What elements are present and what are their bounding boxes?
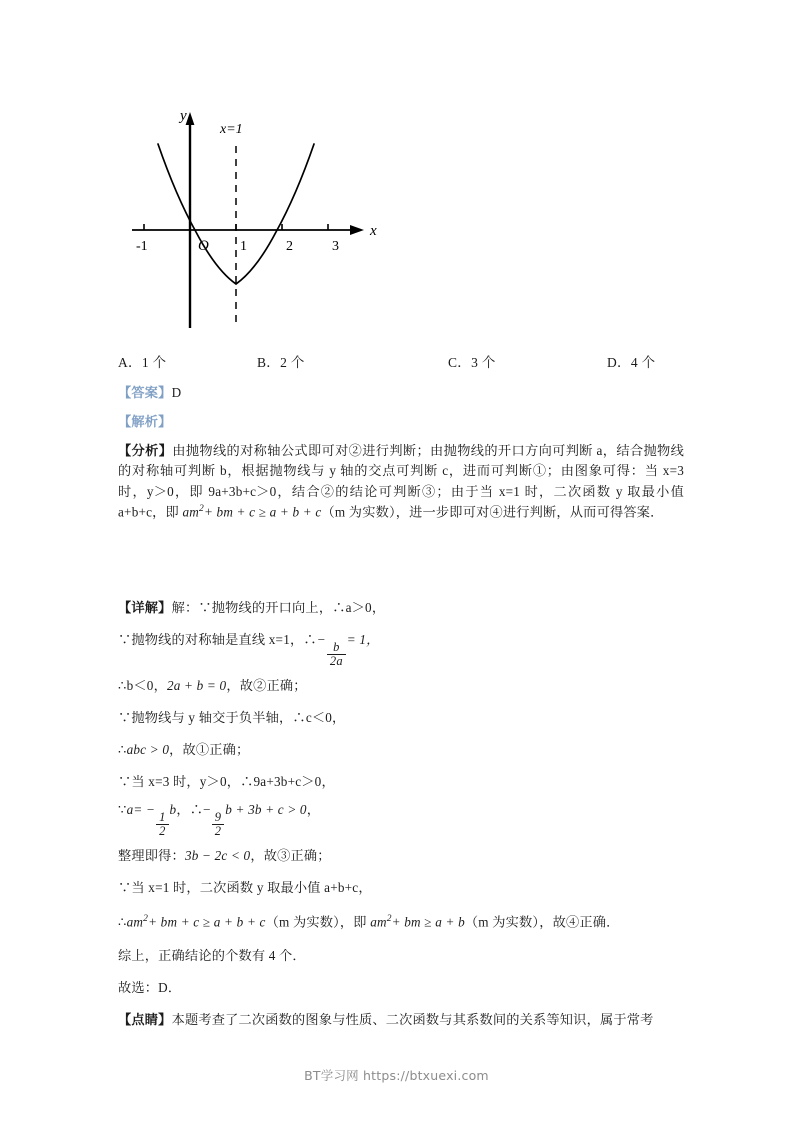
detail-text-11: 综上，正确结论的个数有 4 个． — [118, 948, 306, 963]
detail-text-10a: ∴ — [118, 914, 127, 930]
detail-text-5a: ∴ — [118, 742, 127, 757]
answer-line — [118, 383, 684, 403]
analysis-heading — [118, 412, 684, 432]
detail-formula-10-exponent: 2 — [143, 914, 149, 924]
detail-formula-3: 2a + b = 0 — [166, 678, 227, 693]
detail-formula-10-rest: + bm + c ≥ a + b + c — [148, 914, 266, 930]
detail-line-8 — [118, 846, 684, 866]
analysis-text-2: （m 为实数），进一步即可对④进行判断，从而可得答案． — [321, 504, 664, 520]
x-tick-label-neg1: -1 — [136, 239, 148, 254]
fraction-nine-halves — [212, 811, 224, 838]
detail-line-3 — [118, 676, 684, 696]
detail-formula-10b-rest: + bm ≥ a + b — [391, 914, 465, 930]
origin-label: O — [198, 238, 209, 254]
fraction-b-over-2a — [327, 641, 346, 668]
footer-text: BT学习网 https://btxuexi.com — [304, 1068, 489, 1083]
x-tick-label-1: 1 — [240, 239, 247, 254]
detail-text-7-end: ， — [306, 802, 321, 817]
highlight-text: 本题考查了二次函数的图象与性质、二次函数与其系数间的关系等知识，属于常考 — [171, 1012, 654, 1027]
fraction-numerator: 9 — [214, 809, 222, 824]
detail-var-a: a — [126, 802, 134, 817]
detail-text-5b: ，故①正确； — [169, 742, 250, 757]
detail-line-6 — [118, 772, 684, 792]
analysis-formula-base: am — [182, 504, 199, 520]
detail-text-4: ∵抛物线与 y 轴交于负半轴，∴c＜0， — [118, 710, 346, 725]
detail-text-10-end: （m 为实数），故④正确． — [464, 914, 620, 930]
detail-line-10 — [118, 912, 684, 933]
detail-text-2a: ∵抛物线的对称轴是直线 x=1，∴ — [118, 632, 317, 647]
parabola-figure — [118, 100, 398, 345]
x-axis-label: x — [370, 223, 377, 239]
answer-label: 【答案】 — [118, 385, 172, 400]
x-axis-arrowhead — [350, 225, 364, 235]
option-c[interactable]: C．3 个 — [448, 355, 496, 370]
highlight-block — [118, 1010, 684, 1030]
detail-var-b: b — [169, 802, 177, 817]
detail-formula-10b-base: am — [370, 914, 387, 930]
y-axis-label: y — [180, 108, 187, 124]
analysis-formula-rest: + bm + c ≥ a + b + c — [203, 504, 322, 520]
detail-text-3b: ，故②正确； — [226, 678, 307, 693]
detail-formula-8: 3b − 2c < 0 — [184, 848, 251, 863]
analysis-block — [118, 441, 684, 523]
detail-line-2 — [118, 630, 684, 668]
option-d[interactable]: D．4 个 — [607, 355, 656, 370]
axis-of-symmetry-label: x=1 — [220, 122, 243, 137]
minus-sign: − — [316, 632, 326, 647]
fraction-denominator: 2 — [212, 824, 224, 838]
answer-options — [118, 351, 693, 373]
analysis-formula-exponent: 2 — [198, 504, 204, 515]
fraction-denominator: 2 — [156, 824, 168, 838]
detail-eq-7: = − — [133, 802, 156, 817]
detail-line-7 — [118, 800, 684, 838]
detail-formula-7-tail: b + 3b + c > 0 — [225, 802, 307, 817]
detail-line-9 — [118, 878, 684, 898]
x-tick-label-3: 3 — [332, 239, 339, 254]
analysis-text-1: 由抛物线的对称轴公式即可对②进行判断；由抛物线的开口方向可判断 a，结合抛物线的对称轴可判断 b，根据抛物线与 y 轴的交点可判断 c，进而可判断①；由图象可得：当 x=3 时，y＞0，即 9a+3b+c＞0，结合②的结论可判断③；由于当 x=1 时，二次函数 y 取最小值 a+b+c，即 — [118, 443, 684, 520]
option-a[interactable]: A．1 个 — [118, 355, 167, 370]
option-b[interactable]: B．2 个 — [257, 355, 305, 370]
fraction-denominator: 2a — [327, 654, 346, 668]
detail-text-6: ∵当 x=3 时，y＞0，∴9a+3b+c＞0， — [118, 774, 335, 789]
detail-text-9: ∵当 x=1 时，二次函数 y 取最小值 a+b+c， — [118, 880, 372, 895]
highlight-label: 【点睛】 — [118, 1012, 172, 1027]
detail-text-1: 解：∵抛物线的开口向上，∴a＞0， — [171, 600, 386, 615]
detail-formula-5: abc > 0 — [126, 742, 170, 757]
detail-text-8a: 整理即得： — [118, 848, 185, 863]
footer-watermark — [0, 1066, 793, 1084]
detail-label: 【详解】 — [118, 600, 172, 615]
detail-formula-10-base: am — [126, 914, 144, 930]
detail-text-3a: ∴b＜0， — [118, 678, 167, 693]
x-tick-label-2: 2 — [286, 239, 293, 254]
y-axis-arrowhead — [186, 112, 195, 125]
fraction-numerator: 1 — [159, 809, 166, 824]
analysis-heading-label: 【解析】 — [118, 414, 172, 429]
detail-line-5 — [118, 740, 684, 760]
detail-text-7c: ，∴− — [176, 802, 211, 817]
answer-value: D — [171, 385, 182, 400]
detail-line-1 — [118, 598, 684, 618]
detail-text-7a: ∵ — [118, 802, 127, 817]
fraction-numerator: b — [333, 639, 340, 654]
detail-text-8b: ，故③正确； — [250, 848, 331, 863]
detail-text-10-mid: （m 为实数），即 — [265, 914, 371, 930]
parabola-svg — [118, 100, 398, 345]
detail-line-4 — [118, 708, 684, 728]
detail-text-12: 故选：D． — [118, 980, 182, 995]
detail-text-2b: = 1， — [346, 632, 380, 647]
analysis-label: 【分析】 — [118, 443, 173, 458]
fraction-one-half — [156, 811, 168, 838]
detail-line-12 — [118, 978, 684, 998]
detail-line-11 — [118, 946, 684, 966]
detail-formula-10b-exponent: 2 — [386, 914, 392, 924]
